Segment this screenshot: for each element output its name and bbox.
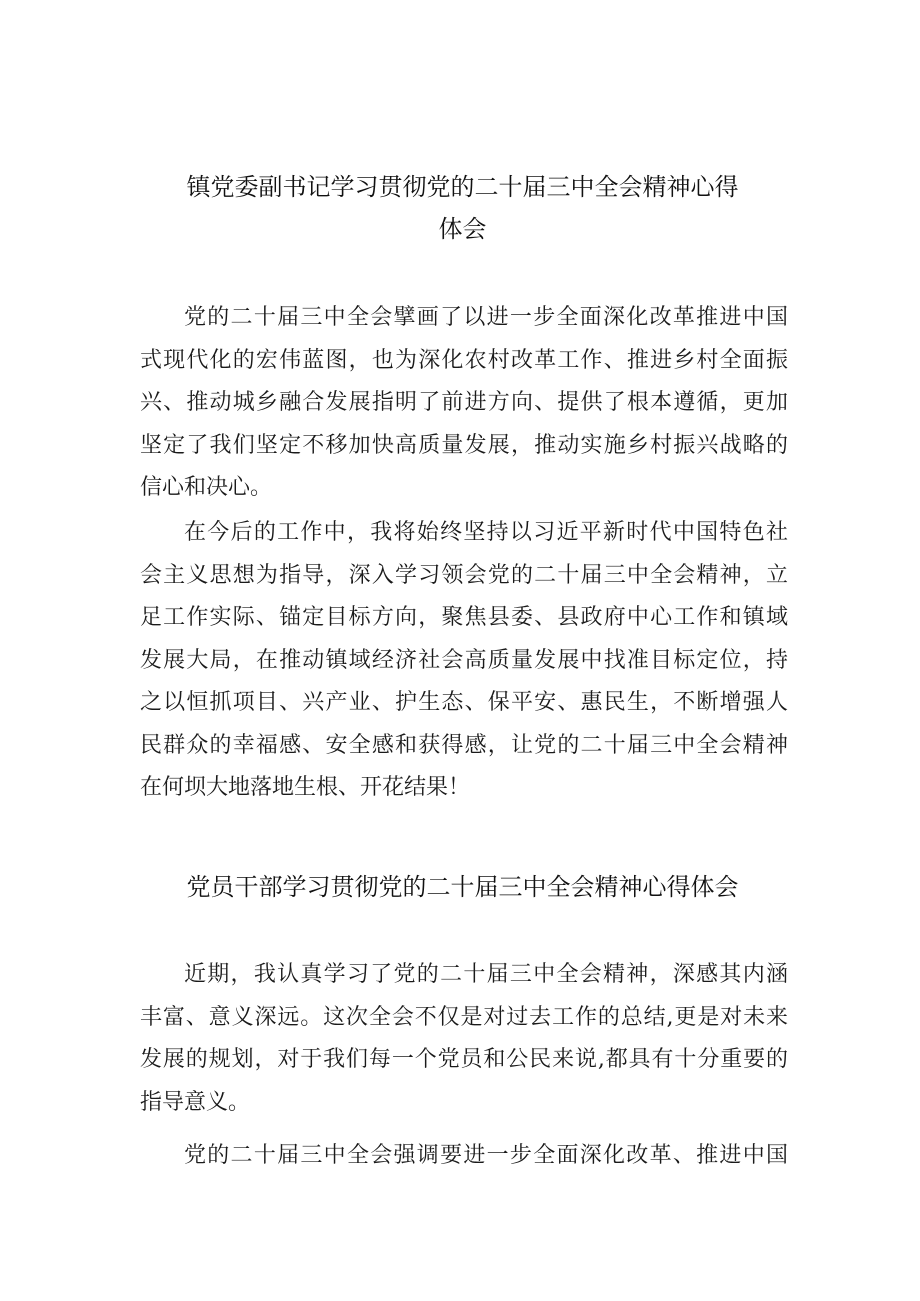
text-line: 信心和决心。: [140, 475, 273, 500]
paragraph-2: [140, 512, 788, 810]
text-line: 兴、推动城乡融合发展指明了前进方向、提供了根本遵循，更加: [140, 390, 788, 415]
paragraph-4: [140, 1135, 788, 1178]
text-line: 会主义思想为指导，深入学习领会党的二十届三中全会精神，立: [140, 562, 788, 588]
title-line: 党员干部学习贯彻党的二十届三中全会精神心得体会: [186, 873, 739, 901]
text-line: 丰富、意义深远。这次全会不仅是对过去工作的总结,更是对未来: [140, 1004, 788, 1030]
text-line: 坚定了我们坚定不移加快高质量发展，推动实施乡村振兴战略的: [140, 432, 788, 458]
text-line: 发展大局，在推动镇域经济社会高质量发展中找准目标定位，持: [140, 647, 788, 673]
paragraph-3: [140, 954, 788, 1124]
section-title-2: [140, 866, 785, 908]
text-line: 指导意义。: [140, 1089, 251, 1115]
text-line: 发展的规划，对于我们每一个党员和公民来说,都具有十分重要的: [140, 1047, 788, 1072]
text-line: 之以恒抓项目、兴产业、护生态、保平安、惠民生，不断增强人: [140, 690, 788, 715]
text-line: 足工作实际、锚定目标方向，聚焦县委、县政府中心工作和镇域: [140, 605, 788, 630]
title-line: 镇党委副书记学习贯彻党的二十届三中全会精神心得: [186, 173, 739, 201]
text-line: 在今后的工作中，我将始终坚持以习近平新时代中国特色社: [184, 520, 788, 545]
title-line: 体会: [438, 215, 487, 243]
text-line: 近期，我认真学习了党的二十届三中全会精神，深感其内涵: [184, 962, 788, 987]
section-title-1: [140, 166, 785, 250]
text-line: 党的二十届三中全会擘画了以进一步全面深化改革推进中国: [184, 305, 788, 330]
text-line: 式现代化的宏伟蓝图，也为深化农村改革工作、推进乡村全面振: [140, 347, 788, 373]
text-line: 民群众的幸福感、安全感和获得感，让党的二十届三中全会精神: [140, 732, 788, 758]
text-line: 在何坝大地落地生根、开花结果！: [140, 775, 471, 800]
paragraph-1: [140, 297, 788, 510]
text-line: 党的二十届三中全会强调要进一步全面深化改革、推进中国: [184, 1143, 788, 1168]
